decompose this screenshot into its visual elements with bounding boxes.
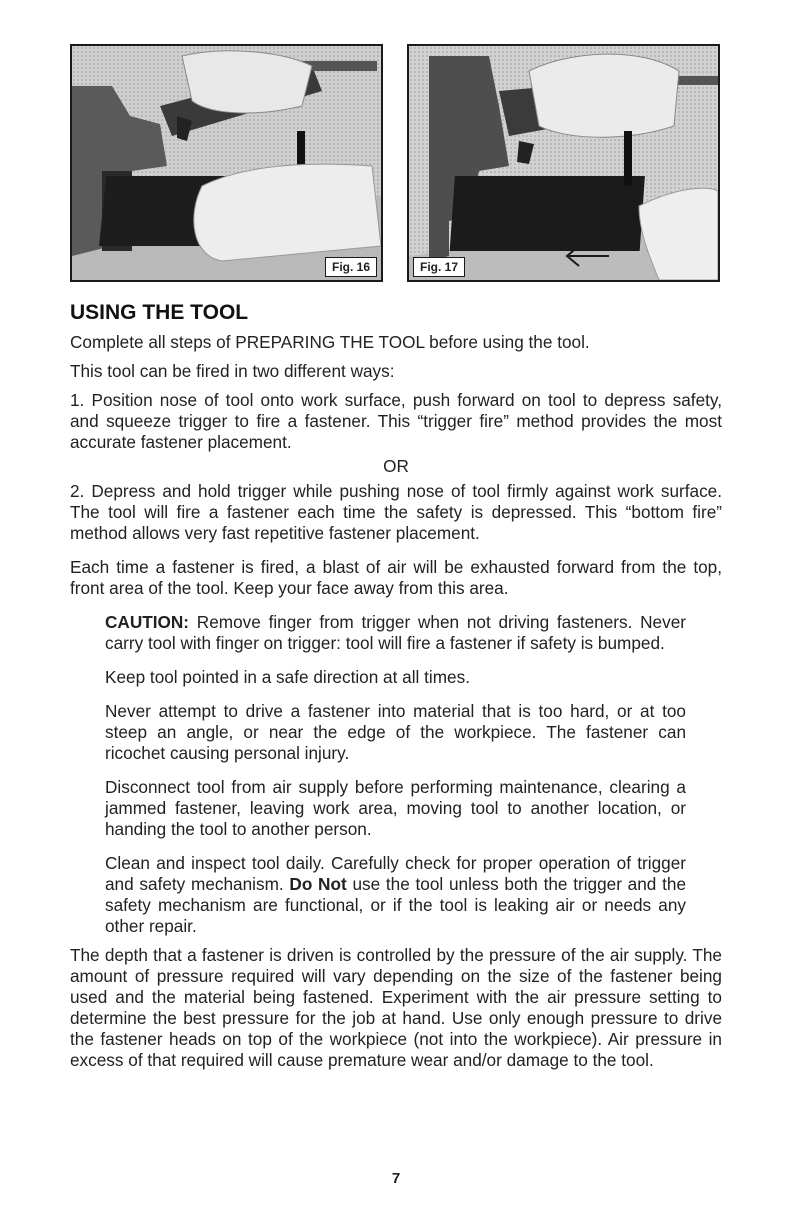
do-not-emphasis: Do Not: [289, 874, 347, 894]
section-title: USING THE TOOL: [70, 301, 249, 324]
clean-text-b: use the tool unless both the trigger and the safety mechanism are functional, or if the tool is leaking air or needs any other repair.: [105, 874, 686, 936]
disconnect-paragraph: Disconnect tool from air supply before performing maintenance, clearing a jammed fastener, leaving work area, moving tool to another location, or handing the tool to another person.: [105, 777, 686, 839]
depth-paragraph: The depth that a fastener is driven is controlled by the pressure of the air supply. The amount of pressure required will vary depending on the size of the fastener being used and the material being fastened. Experiment with the air pressure setting to determine the best pressure for the job at hand. Use only enough pressure to drive the fastener heads on top of the workpiece (not into the workpiece). Air pressure in excess of that required will cause premature wear and/or damage to the tool.: [70, 945, 722, 1070]
caution-paragraph: [105, 612, 686, 654]
nailer-bottom-fire-illustration: [409, 46, 718, 280]
caution-block: [70, 612, 722, 937]
figure-16-photo: [70, 44, 383, 282]
ways-paragraph: This tool can be fired in two different ways:: [70, 361, 395, 381]
page-number: 7: [391, 1170, 401, 1187]
exhaust-paragraph: Each time a fastener is fired, a blast of air will be exhausted forward from the top, front area of the tool. Keep your face away from this area.: [70, 557, 722, 598]
clean-text-a: Clean and inspect tool daily. Carefully check for proper operation of trigger and safety mechanism.: [105, 853, 686, 894]
main-content: [70, 300, 722, 1071]
figure-17-photo: [407, 44, 720, 282]
intro-paragraph: Complete all steps of PREPARING THE TOOL before using the tool.: [70, 332, 590, 352]
clean-paragraph: [105, 853, 686, 937]
pointed-paragraph: Keep tool pointed in a safe direction at all times.: [105, 667, 470, 687]
step-1-paragraph: 1. Position nose of tool onto work surface, push forward on tool to depress safety, and squeeze trigger to fire a fastener. This “trigger fire” method provides the most accurate fastener placement.: [70, 390, 722, 452]
figure-17-label: Fig. 17: [413, 257, 465, 277]
or-divider: OR: [383, 456, 409, 476]
nailer-trigger-fire-illustration: [72, 46, 381, 280]
never-attempt-paragraph: Never attempt to drive a fastener into material that is too hard, or at too steep an angle, or near the edge of the workpiece. The fastener can ricochet causing personal injury.: [105, 701, 686, 763]
caution-text: Remove finger from trigger when not driving fasteners. Never carry tool with finger on trigger: tool will fire a fastener if safety is bumped.: [105, 612, 686, 653]
figure-16-label: Fig. 16: [325, 257, 377, 277]
step-2-paragraph: 2. Depress and hold trigger while pushing nose of tool firmly against work surface. The tool will fire a fastener each time the safety is depressed. This “bottom fire” method allows very fast repetitive fastener placement.: [70, 481, 722, 543]
caution-label: CAUTION:: [105, 612, 190, 632]
